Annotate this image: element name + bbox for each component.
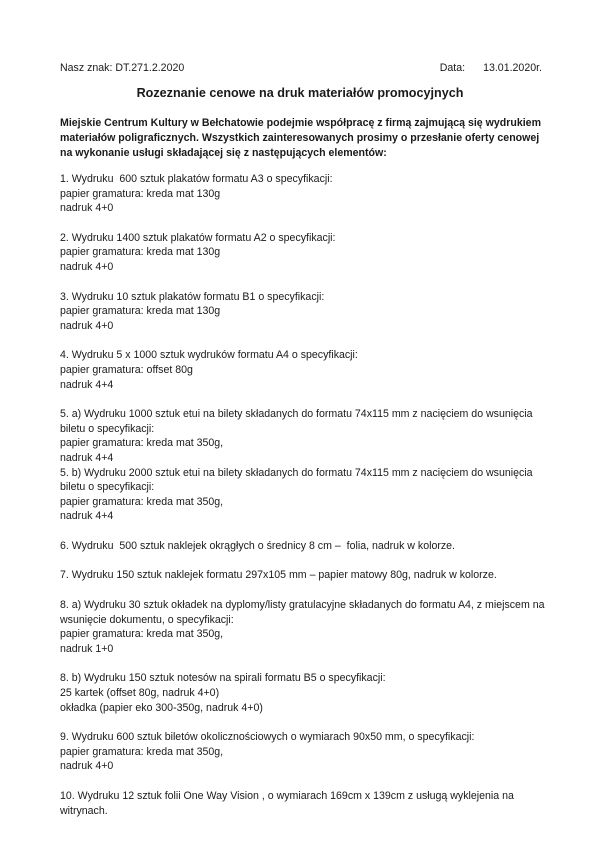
list-item [60,671,550,715]
list-item [60,789,550,818]
item-line: okładka (papier eko 300-350g, nadruk 4+0) [60,701,263,714]
item-line: nadruk 4+0 [60,760,114,773]
item-line: nadruk 4+4 [60,378,114,391]
item-line: 7. Wydruku 150 sztuk naklejek formatu 297x105 mm – papier matowy 80g, nadruk w kolorze. [60,569,497,582]
item-line: papier gramatura: kreda mat 130g [60,187,221,200]
item-line: 8. a) Wydruku 30 sztuk okładek na dyplomy/listy gratulacyjne składanych do formatu A4, z miejscem na [60,599,545,612]
document-title: Rozeznanie cenowe na druk materiałów promocyjnych [136,86,464,100]
item-line: 5. b) Wydruku 2000 sztuk etui na bilety składanych do formatu 74x115 mm z nacięciem do wsunięcia [60,466,533,479]
list-item [60,172,550,216]
item-line: nadruk 4+0 [60,260,114,273]
item-line: 10. Wydruku 12 sztuk folii One Way Vision , o wymiarach 169cm x 139cm z usługą wyklejenia na [60,790,514,802]
item-line: 4. Wydruku 5 x 1000 sztuk wydruków formatu A4 o specyfikacji: [60,349,358,362]
item-line: 9. Wydruku 600 sztuk biletów okolicznościowych o wymiarach 90x50 mm, o specyfikacji: [60,731,475,744]
item-line: nadruk 4+0 [60,319,114,332]
date-value: 13.01.2020r. [483,62,542,74]
item-line: 5. a) Wydruku 1000 sztuk etui na bilety składanych do formatu 74x115 mm z nacięciem do wsunięcia [60,408,533,421]
item-line: nadruk 1+0 [60,642,114,655]
reference-number: Nasz znak: DT.271.2.2020 [60,62,185,74]
item-line: 6. Wydruku 500 sztuk naklejek okrągłych o średnicy 8 cm – folia, nadruk w kolorze. [60,539,455,552]
list-item [60,539,550,554]
document-date [440,61,542,76]
list-item [60,231,550,275]
item-line: 2. Wydruku 1400 sztuk plakatów formatu A2 o specyfikacji: [60,231,336,244]
item-line: papier gramatura: kreda mat 350g, [60,437,224,450]
item-line: papier gramatura: kreda mat 350g, [60,495,224,508]
item-line: 1. Wydruku 600 sztuk plakatów formatu A3 o specyfikacji: [60,173,333,185]
item-line: nadruk 4+4 [60,451,114,464]
intro-paragraph: Miejskie Centrum Kultury w Bełchatowie podejmie współpracę z firmą zajmującą się wydrukiem materiałów poligraficznych. Wszystkich zainteresowanych prosimy o przesłanie oferty cenowej na wykonanie usługi składającej się z następujących elementów: [60,117,541,159]
item-line: nadruk 4+0 [60,202,114,215]
item-line: biletu o specyfikacji: [60,422,155,435]
item-line: wsunięcie dokumentu, o specyfikacji: [60,613,234,626]
list-item [60,348,550,392]
list-item [60,568,550,583]
list-item [60,407,550,524]
item-line: papier gramatura: kreda mat 130g [60,305,221,318]
items-list [60,172,550,833]
item-line: papier gramatura: kreda mat 350g, [60,628,224,641]
list-item [60,290,550,334]
item-line: biletu o specyfikacji: [60,481,155,494]
item-line: witrynach. [60,804,108,817]
date-label: Data: [439,62,466,74]
item-line: 8. b) Wydruku 150 sztuk notesów na spirali formatu B5 o specyfikacji: [60,672,386,685]
item-line: papier gramatura: kreda mat 130g [60,246,221,259]
item-line: 3. Wydruku 10 sztuk plakatów formatu B1 o specyfikacji: [60,290,325,303]
item-line: nadruk 4+4 [60,510,114,523]
item-line: papier gramatura: offset 80g [60,363,193,376]
item-line: papier gramatura: kreda mat 350g, [60,745,224,758]
list-item [60,598,550,656]
item-line: 25 kartek (offset 80g, nadruk 4+0) [60,687,220,700]
list-item [60,730,550,774]
